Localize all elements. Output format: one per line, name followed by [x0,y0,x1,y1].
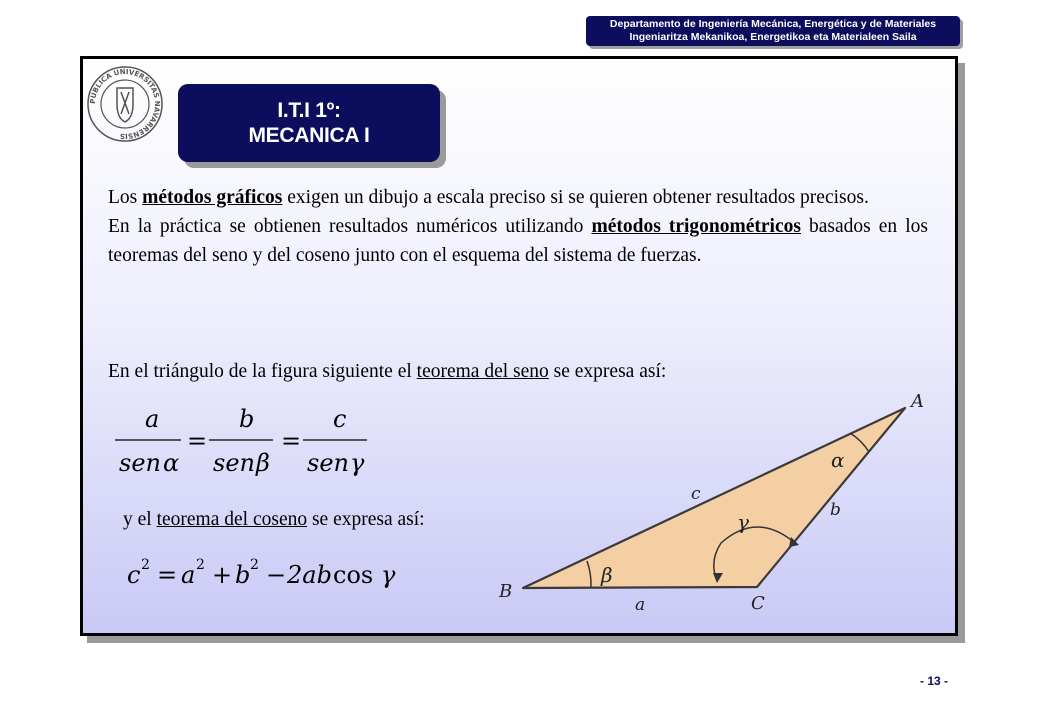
svg-text:c: c [333,405,347,433]
alpha-label: α [831,448,845,472]
side-b-label: b [830,500,841,520]
department-name-es: Departamento de Ingeniería Mecánica, Energética y de Materiales [609,18,937,30]
course-title-line1: I.T.I 1º: [277,99,341,122]
page-number: - 13 - [920,674,949,688]
trig-methods-text: En la práctica se obtienen resultados numéricos utilizando métodos trigonométricos basados en los teoremas del seno y del coseno junto con el esquema del sistema de fuerzas. [108,216,928,266]
graphic-methods-text: Los métodos gráficos exigen un dibujo a escala preciso si se quieren obtener resultados precisos. [108,187,869,208]
cosine-theorem-intro: y el teorema del coseno se expresa así: [123,509,425,530]
svg-text:a: a [145,405,160,433]
svg-text:−: − [266,561,287,589]
svg-text:β: β [256,449,270,477]
svg-text:α: α [163,449,180,477]
svg-text:cos: cos [333,561,374,589]
cosine-law-formula [123,551,423,595]
svg-text:2: 2 [250,557,259,573]
svg-text:sen: sen [119,449,161,477]
svg-text:γ: γ [350,449,365,477]
svg-text:sen: sen [213,449,255,477]
svg-text:+: + [212,561,233,589]
vertex-a-label: A [911,391,924,412]
intro-paragraph [108,183,928,270]
svg-text:c: c [127,561,141,589]
vertex-b-label: B [499,581,513,602]
slide-frame [80,56,958,636]
svg-text:a: a [181,561,196,589]
side-c-label: c [691,484,701,504]
svg-text:b: b [235,561,251,589]
university-seal-icon [85,64,165,144]
sine-theorem-term: teorema del seno [416,361,549,382]
svg-text:b: b [239,405,255,433]
side-a-label: a [635,595,646,612]
cosine-theorem-term: teorema del coseno [156,509,308,530]
sine-law-formula [111,397,371,487]
svg-text:2ab: 2ab [287,561,332,589]
seal-text: PUBLICA UNIVERSITAS NAVARRENSIS [88,67,162,141]
beta-label: β [601,563,613,587]
course-title-box [178,84,440,162]
triangle-figure [495,377,935,612]
trig-methods-term: métodos trigonométricos [591,216,801,237]
svg-text:=: = [187,427,208,455]
svg-text:2: 2 [141,557,150,573]
svg-text:sen: sen [307,449,349,477]
svg-text:γ: γ [381,561,396,589]
department-name-eu: Ingeniaritza Mekanikoa, Energetikoa eta Materialeen Saila [629,31,917,43]
svg-text:2: 2 [196,557,205,573]
gamma-label: γ [737,510,749,534]
sine-theorem-intro: En el triángulo de la figura siguiente el teorema del seno se expresa así: [108,361,667,382]
department-banner [586,16,960,46]
graphic-methods-term: métodos gráficos [142,187,283,208]
svg-text:=: = [281,427,302,455]
course-title-line2: MECANICA I [248,124,370,147]
vertex-c-label: C [751,593,765,612]
svg-text:=: = [157,561,178,589]
